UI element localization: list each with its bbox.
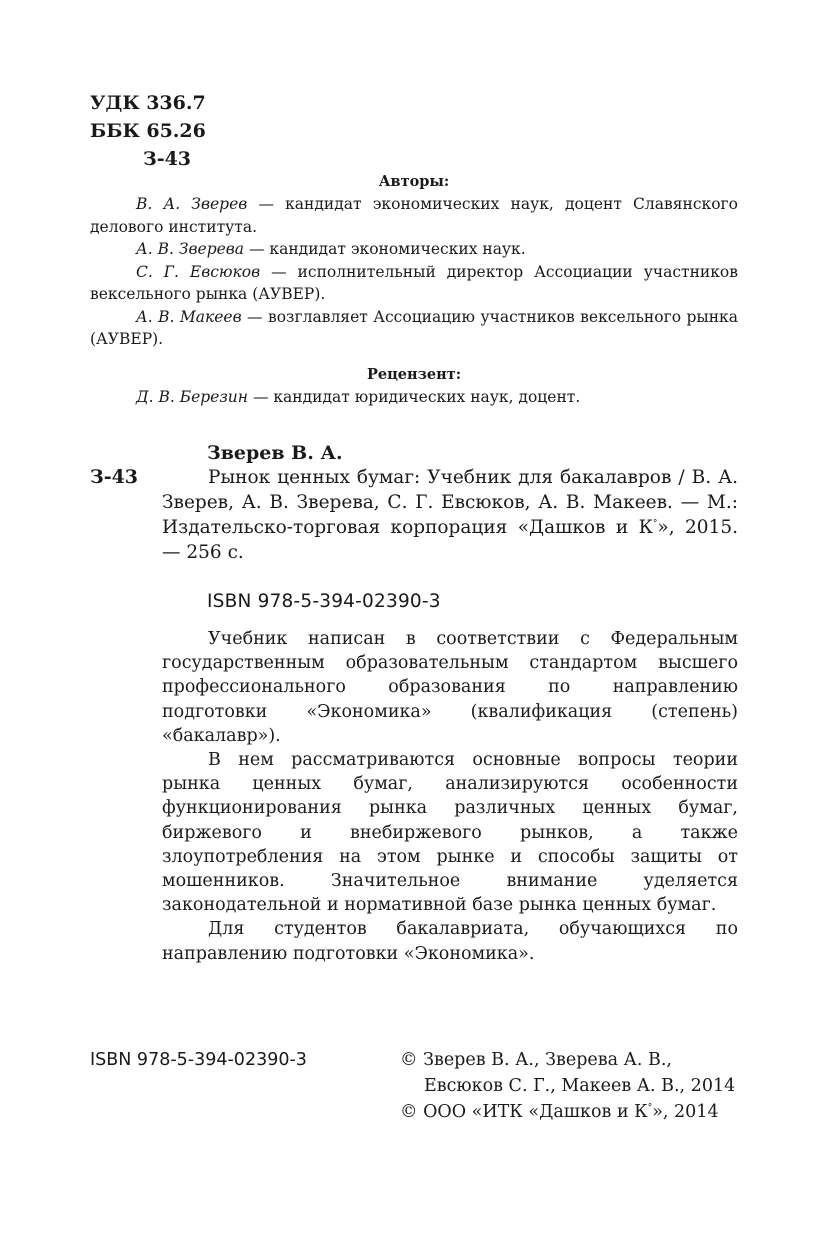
copyright-block [400, 1047, 735, 1125]
authors-block [90, 171, 738, 351]
reviewer-heading: Рецензент: [366, 366, 462, 383]
annotation-paragraph: Для студентов бакалавриата, обучающихся по направлению подготовки «Экономика». [162, 919, 738, 964]
copyright-line: Евсюков С. Г., Макеев А. В., 2014 [424, 1076, 736, 1096]
reviewer-entry: Д. В. Березин — кандидат юридических наук, доцент. [136, 388, 581, 406]
author-entry: А. В. Макеев — возглавляет Ассоциацию участников вексельного рынка (АУВЕР). [90, 307, 738, 348]
annotation-paragraph: Учебник написан в соответствии с Федеральным государственным образовательным стандартом высшего профессионального образования по направлению подготовки «Экономика» (квалификация (степень) «бакалавр»). [162, 629, 738, 746]
udk-code: УДК 336.7 [90, 92, 206, 114]
bibliographic-description [162, 465, 738, 565]
bibliography-shelf-mark: З-43 [90, 466, 139, 488]
copyright-line: © Зверев В. А., Зверева А. В., [400, 1050, 672, 1070]
bibliographic-text: Рынок ценных бумаг: Учебник для бакалавров / В. А. Зверев, А. В. Зверева, С. Г. Евсюков, А. В. Макеев. — М.: Издательско-торговая корпорация «Дашков и К°», 2015. — 256 с. [162, 467, 738, 563]
footer-isbn: ISBN 978-5-394-02390-3 [90, 1050, 307, 1070]
author-entry: С. Г. Евсюков — исполнительный директор Ассоциации участников вексельного рынка (АУВЕР). [90, 262, 738, 303]
copyright-line: © ООО «ИТК «Дашков и К°», 2014 [400, 1102, 719, 1122]
annotation-paragraph: В нем рассматриваются основные вопросы теории рынка ценных бумаг, анализируются особенности функционирования рынка различных ценных бумаг, биржевого и внебиржевого рынков, а также злоупотребления на этом рынке и способы защиты от мошенников. Значительное внимание уделяется законодательной и нормативной базе рынка ценных бумаг. [162, 750, 738, 916]
reviewer-block [90, 364, 738, 409]
bibliography-author: Зверев В. А. [207, 442, 343, 464]
isbn-main: ISBN 978-5-394-02390-3 [207, 591, 441, 612]
author-entry: В. А. Зверев — кандидат экономических наук, доцент Славянского делового института. [90, 195, 738, 236]
annotation-block [162, 627, 738, 966]
author-mark: З-43 [143, 148, 192, 170]
bbk-code: ББК 65.26 [90, 120, 206, 142]
author-entry: А. В. Зверева — кандидат экономических наук. [136, 240, 526, 258]
classification-codes [90, 89, 206, 173]
authors-heading: Авторы: [378, 173, 450, 190]
